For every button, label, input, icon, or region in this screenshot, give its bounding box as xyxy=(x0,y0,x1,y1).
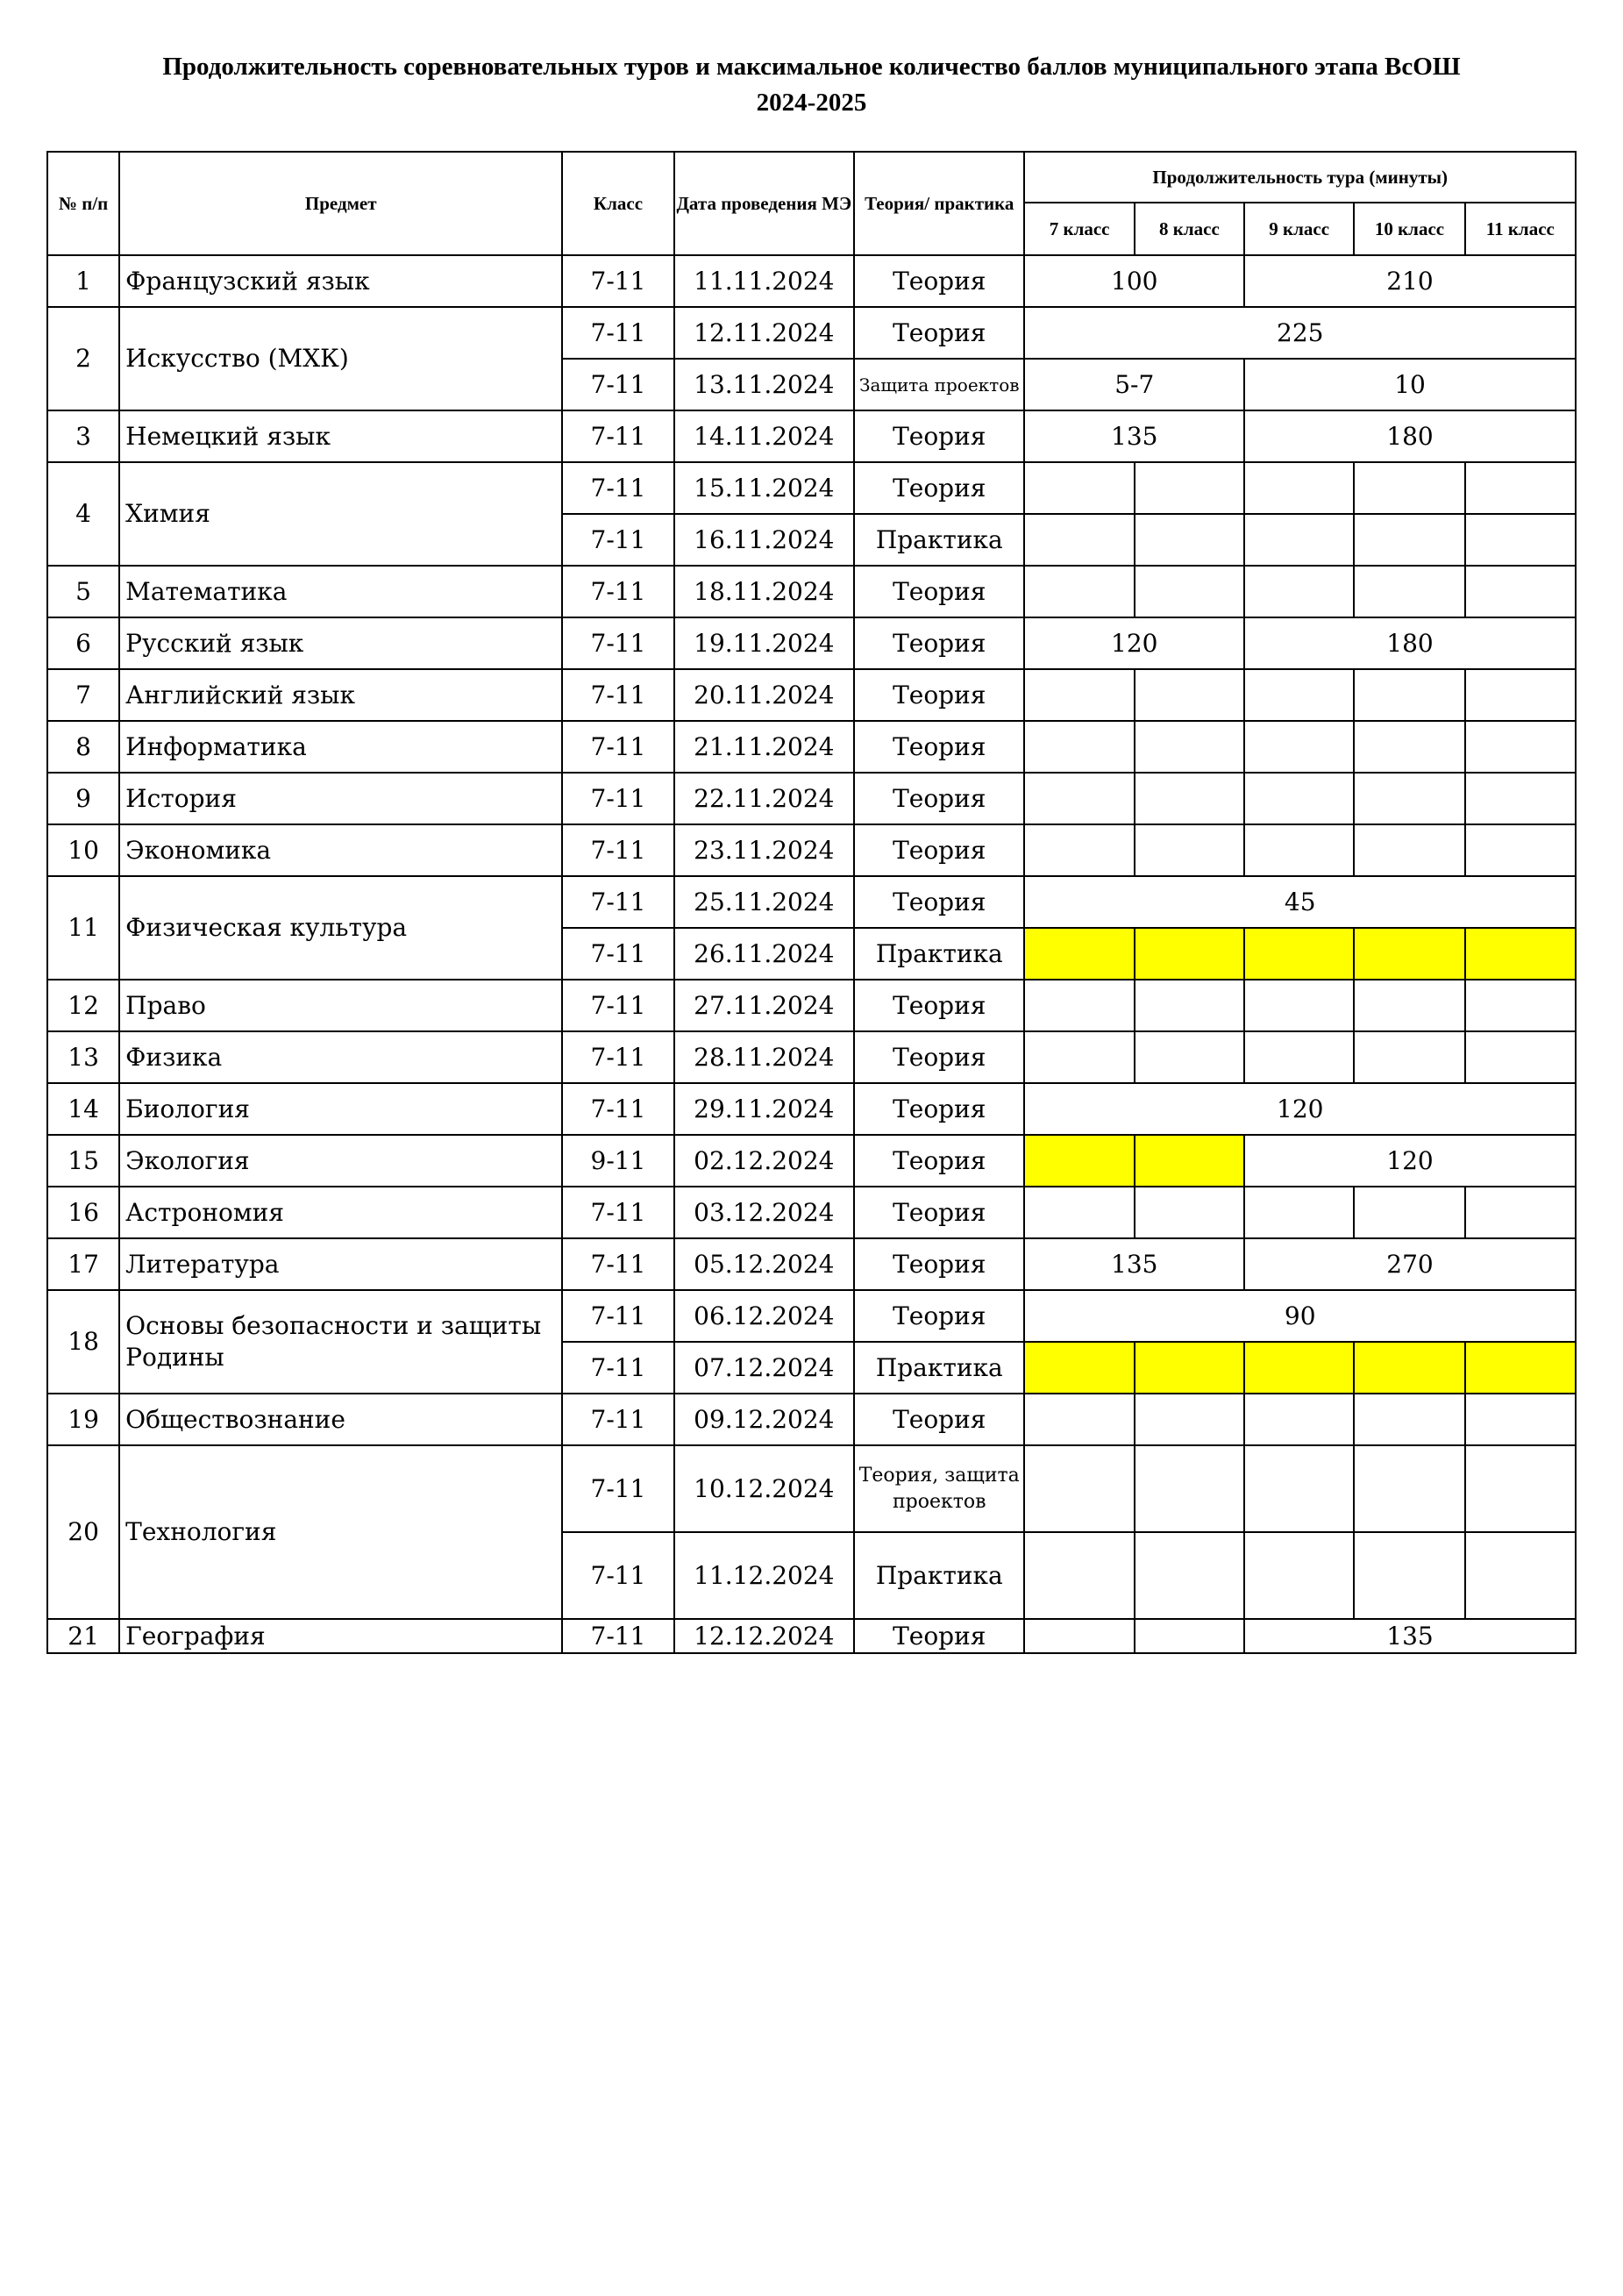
duration-cell xyxy=(1024,721,1134,773)
row-subject: Математика xyxy=(119,566,562,617)
row-date: 06.12.2024 xyxy=(674,1290,854,1342)
row-grade: 7-11 xyxy=(562,1342,673,1394)
row-type: Теория xyxy=(854,773,1024,824)
duration-cell xyxy=(1024,669,1134,721)
row-date: 09.12.2024 xyxy=(674,1394,854,1445)
table-row xyxy=(47,255,1576,307)
row-date: 19.11.2024 xyxy=(674,617,854,669)
row-subject: Экология xyxy=(119,1135,562,1187)
row-grade: 7-11 xyxy=(562,617,673,669)
duration-cell xyxy=(1465,1031,1576,1083)
row-grade: 7-11 xyxy=(562,824,673,876)
row-type: Теория, защита проектов xyxy=(854,1445,1024,1532)
header-date: Дата проведения МЭ xyxy=(674,152,854,255)
duration-cell xyxy=(1354,824,1464,876)
row-num: 12 xyxy=(47,980,119,1031)
row-num: 8 xyxy=(47,721,119,773)
row-type: Теория xyxy=(854,669,1024,721)
row-num: 18 xyxy=(47,1290,119,1394)
row-num: 4 xyxy=(47,462,119,566)
row-type: Теория xyxy=(854,1083,1024,1135)
row-type: Теория xyxy=(854,566,1024,617)
row-type: Теория xyxy=(854,410,1024,462)
header-grade-9: 9 класс xyxy=(1244,203,1354,255)
row-grade: 7-11 xyxy=(562,1238,673,1290)
row-date: 29.11.2024 xyxy=(674,1083,854,1135)
header-grade: Класс xyxy=(562,152,673,255)
header-duration: Продолжительность тура (минуты) xyxy=(1024,152,1576,203)
row-type: Практика xyxy=(854,1532,1024,1619)
row-grade: 7-11 xyxy=(562,1290,673,1342)
title-line-2: 2024-2025 xyxy=(756,89,867,117)
duration-cell xyxy=(1354,566,1464,617)
row-date: 14.11.2024 xyxy=(674,410,854,462)
duration-7-8: 5-7 xyxy=(1024,359,1244,410)
duration-cell xyxy=(1024,462,1134,514)
table-row xyxy=(47,307,1576,359)
table-row xyxy=(47,1445,1576,1532)
highlighted-cell xyxy=(1354,1342,1464,1394)
duration-7-8: 100 xyxy=(1024,255,1244,307)
table-row xyxy=(47,773,1576,824)
duration-cell xyxy=(1024,1445,1134,1532)
row-date: 22.11.2024 xyxy=(674,773,854,824)
duration-cell xyxy=(1135,514,1244,566)
highlighted-cell xyxy=(1135,1342,1244,1394)
duration-cell xyxy=(1024,773,1134,824)
row-date: 20.11.2024 xyxy=(674,669,854,721)
highlighted-cell xyxy=(1024,928,1134,980)
row-type: Теория xyxy=(854,255,1024,307)
row-grade: 7-11 xyxy=(562,980,673,1031)
duration-cell xyxy=(1135,1619,1244,1653)
row-subject: Физика xyxy=(119,1031,562,1083)
duration-all: 45 xyxy=(1024,876,1576,928)
highlighted-cell xyxy=(1024,1342,1134,1394)
highlighted-cell xyxy=(1354,928,1464,980)
duration-9-11: 180 xyxy=(1244,617,1576,669)
row-type: Практика xyxy=(854,514,1024,566)
duration-cell xyxy=(1354,1532,1464,1619)
row-subject: История xyxy=(119,773,562,824)
duration-cell xyxy=(1135,721,1244,773)
row-subject: География xyxy=(119,1619,562,1653)
duration-cell xyxy=(1135,1031,1244,1083)
schedule-table xyxy=(46,151,1577,1654)
row-num: 7 xyxy=(47,669,119,721)
row-date: 26.11.2024 xyxy=(674,928,854,980)
row-num: 5 xyxy=(47,566,119,617)
row-subject: Русский язык xyxy=(119,617,562,669)
row-num: 6 xyxy=(47,617,119,669)
duration-9-11: 270 xyxy=(1244,1238,1576,1290)
row-date: 16.11.2024 xyxy=(674,514,854,566)
table-row xyxy=(47,1619,1576,1653)
duration-9-11: 120 xyxy=(1244,1135,1576,1187)
duration-9-11: 135 xyxy=(1244,1619,1576,1653)
duration-cell xyxy=(1135,669,1244,721)
row-num: 10 xyxy=(47,824,119,876)
row-grade: 7-11 xyxy=(562,410,673,462)
duration-cell xyxy=(1024,514,1134,566)
duration-cell xyxy=(1244,566,1354,617)
duration-cell xyxy=(1465,980,1576,1031)
highlighted-cell xyxy=(1135,928,1244,980)
duration-7-8: 135 xyxy=(1024,410,1244,462)
row-date: 02.12.2024 xyxy=(674,1135,854,1187)
row-subject: Право xyxy=(119,980,562,1031)
row-grade: 7-11 xyxy=(562,514,673,566)
duration-cell xyxy=(1135,1445,1244,1532)
row-type: Теория xyxy=(854,1187,1024,1238)
row-num: 14 xyxy=(47,1083,119,1135)
table-row xyxy=(47,617,1576,669)
row-grade: 7-11 xyxy=(562,1083,673,1135)
row-num: 19 xyxy=(47,1394,119,1445)
duration-cell xyxy=(1244,1031,1354,1083)
row-subject: Французский язык xyxy=(119,255,562,307)
row-subject: Английский язык xyxy=(119,669,562,721)
row-num: 17 xyxy=(47,1238,119,1290)
row-date: 28.11.2024 xyxy=(674,1031,854,1083)
row-subject: Экономика xyxy=(119,824,562,876)
row-num: 13 xyxy=(47,1031,119,1083)
row-date: 25.11.2024 xyxy=(674,876,854,928)
duration-cell xyxy=(1135,980,1244,1031)
table-row xyxy=(47,980,1576,1031)
duration-9-11: 180 xyxy=(1244,410,1576,462)
duration-9-11: 210 xyxy=(1244,255,1576,307)
header-num: № п/п xyxy=(47,152,119,255)
header-grade-11: 11 класс xyxy=(1465,203,1576,255)
row-type: Теория xyxy=(854,1031,1024,1083)
row-grade: 7-11 xyxy=(562,307,673,359)
row-num: 16 xyxy=(47,1187,119,1238)
duration-cell xyxy=(1244,1394,1354,1445)
row-subject: Литература xyxy=(119,1238,562,1290)
duration-cell xyxy=(1244,462,1354,514)
header-grade-10: 10 класс xyxy=(1354,203,1464,255)
row-grade: 7-11 xyxy=(562,255,673,307)
duration-cell xyxy=(1465,566,1576,617)
duration-cell xyxy=(1024,1532,1134,1619)
row-type: Теория xyxy=(854,462,1024,514)
table-row xyxy=(47,721,1576,773)
row-date: 03.12.2024 xyxy=(674,1187,854,1238)
row-subject: Искусство (МХК) xyxy=(119,307,562,410)
duration-cell xyxy=(1135,824,1244,876)
highlighted-cell xyxy=(1244,1342,1354,1394)
row-num: 1 xyxy=(47,255,119,307)
row-grade: 7-11 xyxy=(562,773,673,824)
row-type: Теория xyxy=(854,824,1024,876)
row-type: Теория xyxy=(854,1135,1024,1187)
row-subject: Физическая культура xyxy=(119,876,562,980)
row-date: 07.12.2024 xyxy=(674,1342,854,1394)
duration-cell xyxy=(1135,462,1244,514)
duration-cell xyxy=(1244,980,1354,1031)
row-type: Теория xyxy=(854,617,1024,669)
duration-cell xyxy=(1465,773,1576,824)
table-row xyxy=(47,1031,1576,1083)
table-row xyxy=(47,824,1576,876)
header-type: Теория/ практика xyxy=(854,152,1024,255)
table-row xyxy=(47,1238,1576,1290)
row-subject: Химия xyxy=(119,462,562,566)
table-row xyxy=(47,1135,1576,1187)
duration-cell xyxy=(1135,773,1244,824)
row-date: 13.11.2024 xyxy=(674,359,854,410)
table-row xyxy=(47,876,1576,928)
duration-cell xyxy=(1024,1394,1134,1445)
row-num: 15 xyxy=(47,1135,119,1187)
row-type: Теория xyxy=(854,1238,1024,1290)
row-date: 15.11.2024 xyxy=(674,462,854,514)
row-date: 12.11.2024 xyxy=(674,307,854,359)
row-grade: 7-11 xyxy=(562,1532,673,1619)
duration-cell xyxy=(1244,721,1354,773)
row-date: 27.11.2024 xyxy=(674,980,854,1031)
header-subject: Предмет xyxy=(119,152,562,255)
duration-cell xyxy=(1135,1532,1244,1619)
row-type: Теория xyxy=(854,1290,1024,1342)
duration-all: 90 xyxy=(1024,1290,1576,1342)
row-grade: 7-11 xyxy=(562,1187,673,1238)
row-type: Теория xyxy=(854,1619,1024,1653)
table-row xyxy=(47,1187,1576,1238)
row-num: 11 xyxy=(47,876,119,980)
row-type: Практика xyxy=(854,928,1024,980)
row-type: Теория xyxy=(854,980,1024,1031)
duration-cell xyxy=(1354,669,1464,721)
row-grade: 7-11 xyxy=(562,359,673,410)
highlighted-cell xyxy=(1465,1342,1576,1394)
duration-cell xyxy=(1024,824,1134,876)
duration-7-8: 135 xyxy=(1024,1238,1244,1290)
duration-cell xyxy=(1465,669,1576,721)
duration-cell xyxy=(1024,1187,1134,1238)
highlighted-cell xyxy=(1465,928,1576,980)
duration-cell xyxy=(1465,824,1576,876)
duration-all: 120 xyxy=(1024,1083,1576,1135)
duration-cell xyxy=(1135,1394,1244,1445)
table-row xyxy=(47,566,1576,617)
row-date: 12.12.2024 xyxy=(674,1619,854,1653)
row-num: 21 xyxy=(47,1619,119,1653)
row-subject: Технология xyxy=(119,1445,562,1619)
row-grade: 7-11 xyxy=(562,669,673,721)
header-grade-7: 7 класс xyxy=(1024,203,1134,255)
row-subject: Основы безопасности и защиты Родины xyxy=(119,1290,562,1394)
row-type: Теория xyxy=(854,721,1024,773)
row-num: 2 xyxy=(47,307,119,410)
row-type: Теория xyxy=(854,1394,1024,1445)
document-title xyxy=(35,49,1588,121)
row-subject: Астрономия xyxy=(119,1187,562,1238)
duration-cell xyxy=(1244,824,1354,876)
row-grade: 7-11 xyxy=(562,462,673,514)
row-grade: 7-11 xyxy=(562,721,673,773)
duration-cell xyxy=(1465,1187,1576,1238)
duration-cell xyxy=(1465,514,1576,566)
header-grade-8: 8 класс xyxy=(1135,203,1244,255)
duration-cell xyxy=(1135,566,1244,617)
duration-cell xyxy=(1244,1445,1354,1532)
duration-7-8: 120 xyxy=(1024,617,1244,669)
duration-9-11: 10 xyxy=(1244,359,1576,410)
table-row xyxy=(47,1290,1576,1342)
duration-cell xyxy=(1024,980,1134,1031)
duration-cell xyxy=(1354,980,1464,1031)
highlighted-cell xyxy=(1024,1135,1134,1187)
duration-cell xyxy=(1354,773,1464,824)
title-line-1: Продолжительность соревновательных туров и максимальное количество баллов муниципального этапа ВсОШ xyxy=(162,53,1461,81)
duration-cell xyxy=(1244,1187,1354,1238)
duration-cell xyxy=(1024,1619,1134,1653)
duration-cell xyxy=(1465,1394,1576,1445)
duration-cell xyxy=(1465,462,1576,514)
row-num: 3 xyxy=(47,410,119,462)
highlighted-cell xyxy=(1135,1135,1244,1187)
duration-cell xyxy=(1465,721,1576,773)
row-num: 20 xyxy=(47,1445,119,1619)
duration-cell xyxy=(1354,1394,1464,1445)
row-date: 11.11.2024 xyxy=(674,255,854,307)
row-grade: 7-11 xyxy=(562,1031,673,1083)
row-grade: 7-11 xyxy=(562,566,673,617)
duration-cell xyxy=(1024,1031,1134,1083)
row-grade: 7-11 xyxy=(562,928,673,980)
row-subject: Немецкий язык xyxy=(119,410,562,462)
row-subject: Информатика xyxy=(119,721,562,773)
row-grade: 7-11 xyxy=(562,876,673,928)
duration-cell xyxy=(1135,1187,1244,1238)
row-type: Теория xyxy=(854,307,1024,359)
row-date: 18.11.2024 xyxy=(674,566,854,617)
row-num: 9 xyxy=(47,773,119,824)
duration-cell xyxy=(1354,1445,1464,1532)
row-subject: Обществознание xyxy=(119,1394,562,1445)
row-date: 05.12.2024 xyxy=(674,1238,854,1290)
duration-cell xyxy=(1354,462,1464,514)
row-grade: 9-11 xyxy=(562,1135,673,1187)
duration-cell xyxy=(1244,773,1354,824)
table-row xyxy=(47,1083,1576,1135)
duration-cell xyxy=(1354,1187,1464,1238)
row-type: Практика xyxy=(854,1342,1024,1394)
row-grade: 7-11 xyxy=(562,1445,673,1532)
duration-cell xyxy=(1244,669,1354,721)
duration-cell xyxy=(1465,1445,1576,1532)
duration-cell xyxy=(1024,566,1134,617)
row-date: 11.12.2024 xyxy=(674,1532,854,1619)
duration-cell xyxy=(1244,1532,1354,1619)
table-row xyxy=(47,410,1576,462)
highlighted-cell xyxy=(1244,928,1354,980)
table-row xyxy=(47,669,1576,721)
row-date: 21.11.2024 xyxy=(674,721,854,773)
row-type: Теория xyxy=(854,876,1024,928)
duration-cell xyxy=(1244,514,1354,566)
duration-cell xyxy=(1354,721,1464,773)
duration-cell xyxy=(1465,1532,1576,1619)
row-subject: Биология xyxy=(119,1083,562,1135)
row-date: 23.11.2024 xyxy=(674,824,854,876)
duration-cell xyxy=(1354,1031,1464,1083)
row-date: 10.12.2024 xyxy=(674,1445,854,1532)
row-grade: 7-11 xyxy=(562,1394,673,1445)
row-type: Защита проектов xyxy=(854,359,1024,410)
row-grade: 7-11 xyxy=(562,1619,673,1653)
duration-all: 225 xyxy=(1024,307,1576,359)
table-row xyxy=(47,1394,1576,1445)
duration-cell xyxy=(1354,514,1464,566)
table-row xyxy=(47,462,1576,514)
